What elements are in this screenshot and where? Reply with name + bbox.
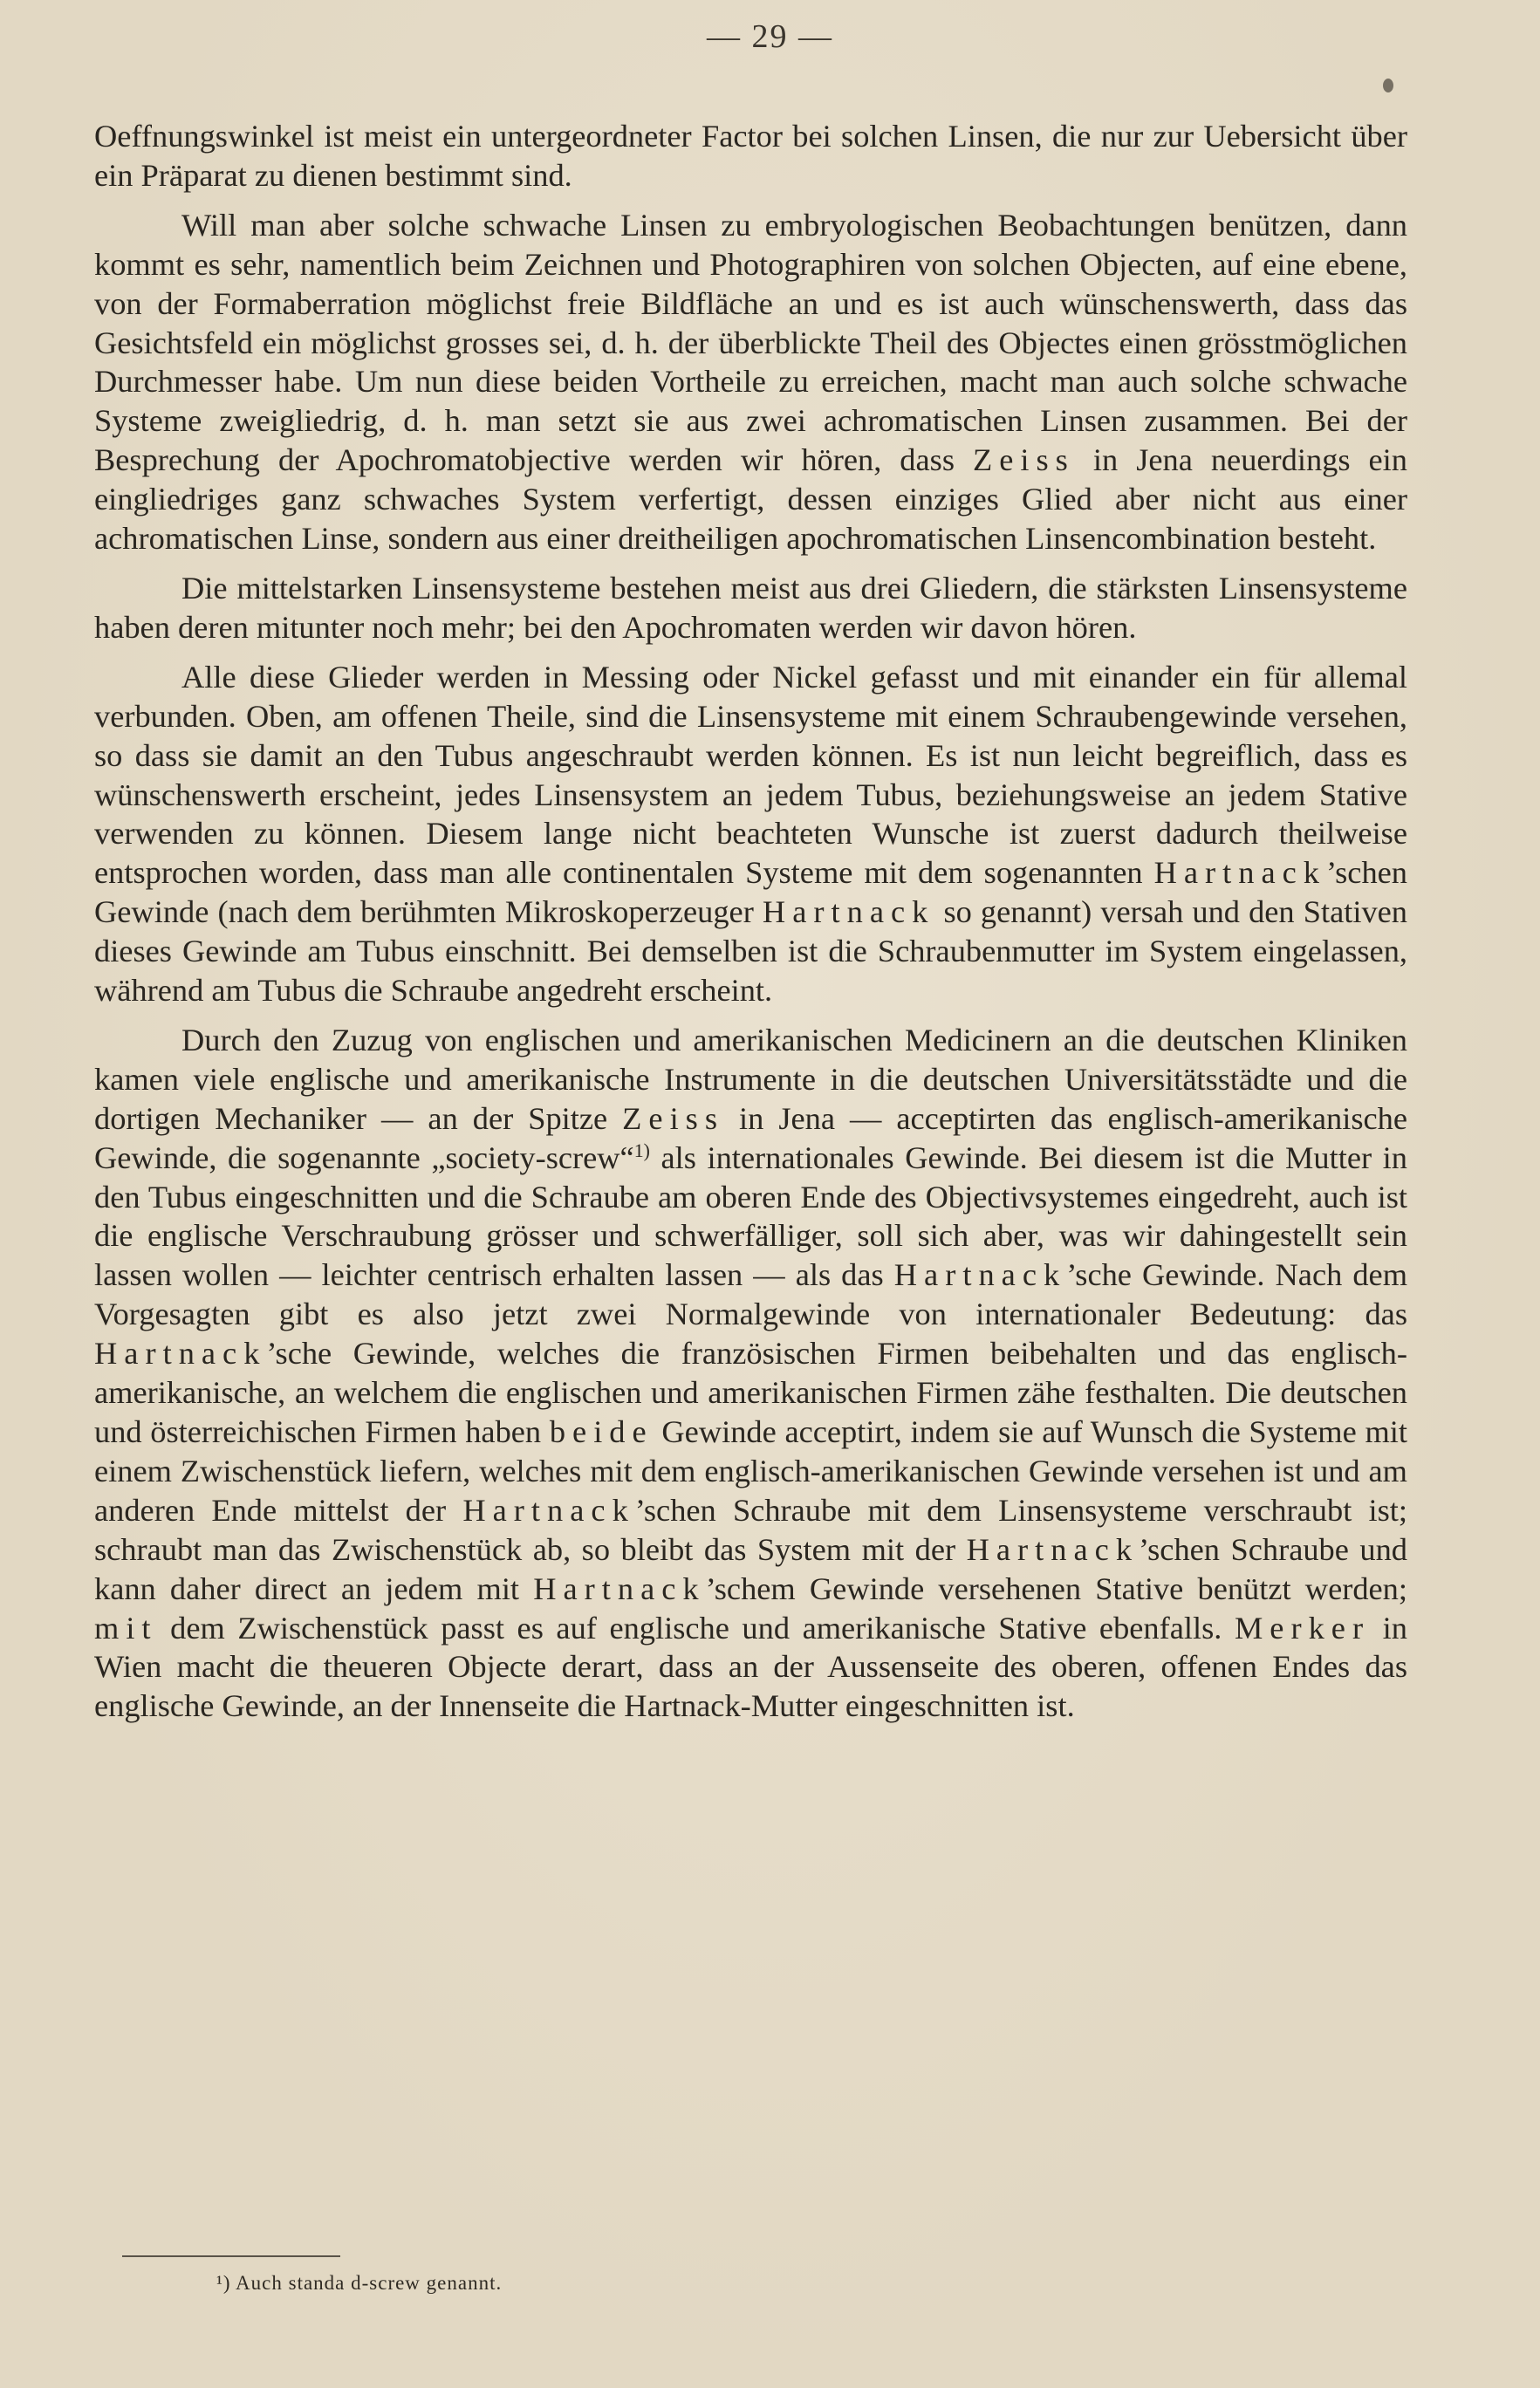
paragraph-text: Durch den Zuzug von englischen und amerikanischen Medicinern an die deutschen Kliniken kamen viele englische und amerikanische Instrumente in die deutschen Universitätsstädte und die dortigen Mechaniker — an der Spitze — [94, 1022, 1407, 1136]
paragraph-4 — [94, 658, 1407, 1010]
spaced-name: Zeiss — [973, 442, 1075, 478]
paragraph-text: als internationales Gewinde. Bei diesem ist die Mutter in den Tubus eingeschnitten und die Schraube am oberen Ende des Objectivsystemes eingedreht, auch ist die englische Verschraubung grösser und schwerfälliger, soll sich aber, was wir dahingestellt sein lassen wollen — leichter centrisch erhalten lassen — als das — [94, 1139, 1407, 1293]
spaced-name: Hartnack — [966, 1531, 1140, 1567]
page-number: — 29 — — [707, 18, 833, 55]
paragraph-text: in Jena — acceptirten das englisch-amerikanische Gewinde, die sogenannte „society-screw“ — [94, 1100, 1407, 1175]
spaced-name: Hartnack — [893, 1257, 1067, 1293]
footnote-text: Auch standa d-screw genannt. — [236, 2272, 503, 2294]
footnote-reference: 1) — [633, 1139, 650, 1161]
paragraph-text: ’schen Schraube und kann daher direct an jedem mit — [94, 1531, 1407, 1606]
paragraph-text: Oeffnungswinkel ist meist ein untergeordneter Factor bei solchen Linsen, die nur zur Uebersicht über ein Präparat zu dienen bestimmt sind. — [94, 119, 1407, 193]
ink-speck — [1383, 79, 1393, 92]
spaced-name: Hartnack — [533, 1570, 706, 1606]
paragraph-5 — [94, 1021, 1407, 1726]
footnote-marker: ¹) — [216, 2272, 231, 2294]
paragraph-1 — [94, 117, 1407, 195]
spaced-name: Hartnack — [94, 1336, 267, 1372]
spaced-name: Zeiss — [622, 1100, 725, 1136]
spaced-name: Hartnack — [462, 1492, 635, 1528]
paragraph-text: ’schen Schraube mit dem Linsensysteme verschraubt ist; schraubt man das Zwischenstück ab, so bleibt das System mit der — [94, 1492, 1407, 1567]
paragraph-text: ’sche Gewinde, welches die französischen Firmen beibehalten und das englisch-amerikanische, an welchem die englischen und amerikanischen Firmen zähe festhalten. Die deutschen und österreichischen Firmen haben — [94, 1336, 1407, 1449]
paragraph-text: ’schem Gewinde versehenen Stative benützt werden; — [705, 1570, 1407, 1606]
spaced-name: Hartnack — [762, 894, 935, 930]
paragraph-text: in Jena neuerdings ein eingliedriges ganz schwaches System verfertigt, dessen einziges Glied aber nicht aus einer achromatischen Linse, sondern aus einer dreitheiligen apochromatischen Linsencombination besteht. — [94, 442, 1407, 557]
paragraph-text: Die mittelstarken Linsensysteme bestehen meist aus drei Gliedern, die stärksten Linsensysteme haben deren mitunter noch mehr; bei den Apochromaten werden wir davon hören. — [94, 570, 1407, 645]
paragraph-text: dem Zwischenstück passt es auf englische und amerikanische Stative ebenfalls. — [170, 1610, 1222, 1646]
spaced-name: mit — [94, 1610, 158, 1646]
paragraph-text: Gewinde acceptirt, indem sie auf Wunsch die Systeme mit einem Zwischenstück liefern, welches mit dem englisch-amerikanischen Gewinde versehen ist und am anderen Ende mittelst der — [94, 1414, 1407, 1528]
paragraph-text: so genannt) versah und den Stativen dieses Gewinde am Tubus einschnitt. Bei demselben ist die Schraubenmutter im System eingelassen, während am Tubus die Schraube angedreht erscheint. — [94, 894, 1407, 1009]
paragraph-text: ’schen Gewinde (nach dem berühmten Mikroskoperzeuger — [94, 855, 1407, 930]
footnote-rule — [122, 2255, 340, 2257]
paragraph-text: Alle diese Glieder werden in Messing oder Nickel gefasst und mit einander ein für allemal verbunden. Oben, am offenen Theile, sind die Linsensysteme mit einem Schraubengewinde versehen, so dass sie damit an den Tubus angeschraubt werden können. Es ist nun leicht begreiflich, dass es wünschenswerth erscheint, jedes Linsensystem an jedem Tubus, beziehungsweise an jedem Stative verwenden zu können. Diesem lange nicht beachteten Wunsche ist zuerst dadurch theilweise entsprochen worden, dass man alle continentalen Systeme mit dem sogenannten — [94, 659, 1407, 891]
paragraph-text: ’sche Gewinde. Nach dem Vorgesagten gibt es also jetzt zwei Normalgewinde von internationaler Bedeutung: das — [94, 1257, 1407, 1332]
footnote — [216, 2272, 502, 2295]
paragraph-2 — [94, 206, 1407, 558]
paragraph-text: in Wien macht die theueren Objecte derart, dass an der Aussenseite des oberen, offenen Endes das englische Gewinde, an der Innenseite die Hartnack-Mutter eingeschnitten ist. — [94, 1610, 1407, 1724]
paragraph-3 — [94, 569, 1407, 647]
paragraph-text: Will man aber solche schwache Linsen zu embryologischen Beobachtungen benützen, dann kommt es sehr, namentlich beim Zeichnen und Photographiren von solchen Objecten, auf eine ebene, von der Formaberration möglichst freie Bildfläche an und es ist auch wünschenswerth, dass das Gesichtsfeld ein möglichst grosses sei, d. h. der überblickte Theil des Objectes einen grösstmöglichen Durchmesser habe. Um nun diese beiden Vortheile zu erreichen, macht man auch solche schwache Systeme zweigliedrig, d. h. man setzt sie aus zwei achromatischen Linsen zusammen. Bei der Besprechung der Apochromatobjective werden wir hören, dass — [94, 207, 1407, 478]
spaced-name: beide — [549, 1414, 654, 1449]
spaced-name: Hartnack — [1153, 855, 1327, 891]
spaced-name: Merker — [1234, 1610, 1371, 1646]
body-text — [94, 117, 1407, 1736]
